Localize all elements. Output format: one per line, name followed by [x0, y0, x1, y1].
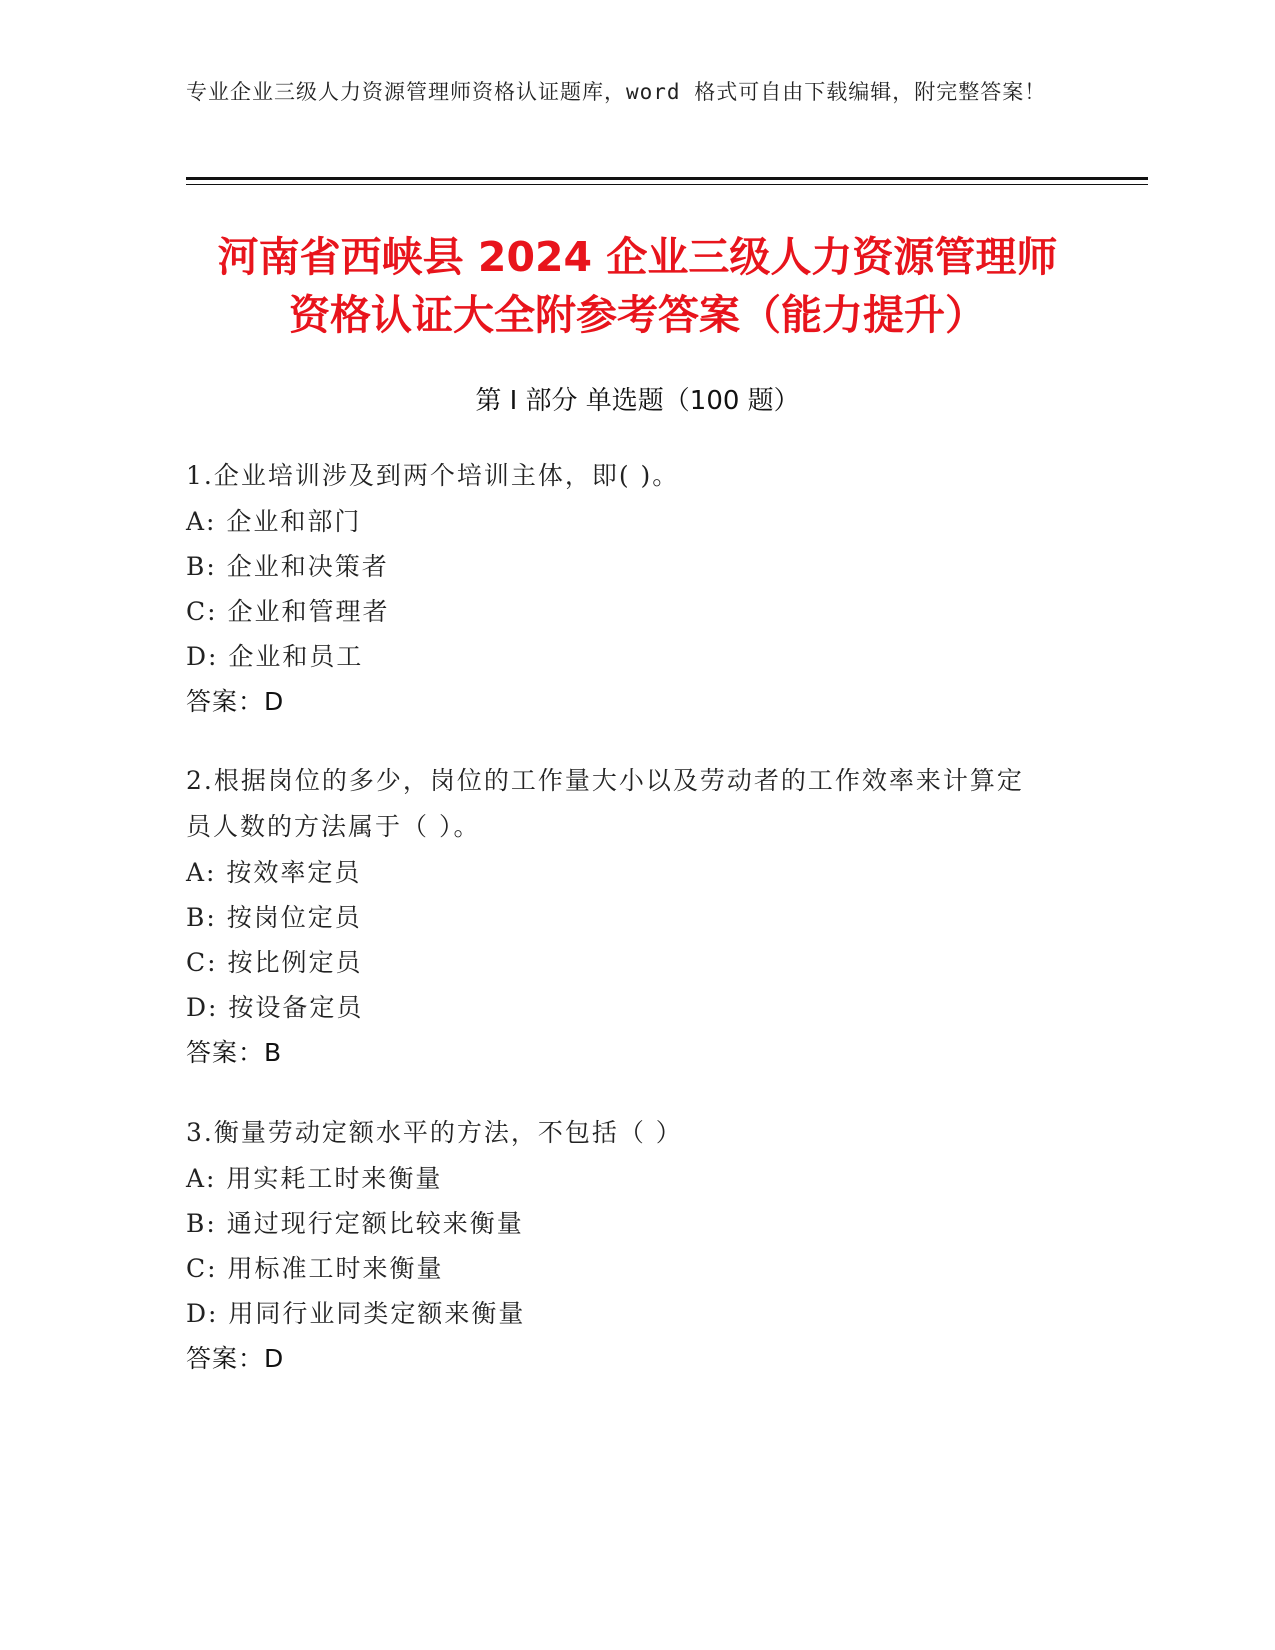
header-note: 专业企业三级人力资源管理师资格认证题库，word 格式可自由下载编辑，附完整答案！ [186, 80, 1047, 104]
question-stem: 3.衡量劳动定额水平的方法，不包括（ ） [186, 1118, 683, 1147]
option-a: A: 企业和部门 [186, 507, 362, 536]
option-c: C: 按比例定员 [186, 948, 363, 977]
question-1 [186, 453, 1086, 724]
option-d: D: 企业和员工 [186, 642, 364, 671]
option-d: D: 用同行业同类定额来衡量 [186, 1299, 526, 1328]
header-divider-thin [186, 184, 1148, 185]
answer: 答案：D [186, 687, 285, 716]
section-title: 第 I 部分 单选题（100 题） [475, 386, 800, 416]
option-b: B: 通过现行定额比较来衡量 [186, 1209, 524, 1238]
document-title-line-2: 资格认证大全附参考答案（能力提升） [289, 291, 986, 339]
header-divider-thick [186, 177, 1148, 180]
option-b: B: 企业和决策者 [186, 552, 389, 581]
option-c: C: 企业和管理者 [186, 597, 390, 626]
option-b: B: 按岗位定员 [186, 903, 362, 932]
document-title-line-1: 河南省西峡县 2024 企业三级人力资源管理师 [217, 233, 1058, 281]
option-d: D: 按设备定员 [186, 993, 364, 1022]
option-a: A: 按效率定员 [186, 858, 362, 887]
answer: 答案：D [186, 1344, 285, 1373]
question-stem: 2.根据岗位的多少，岗位的工作量大小以及劳动者的工作效率来计算定员人数的方法属于（ ）。 [186, 766, 1024, 841]
answer: 答案：B [186, 1038, 283, 1067]
option-a: A: 用实耗工时来衡量 [186, 1164, 443, 1193]
question-stem: 1.企业培训涉及到两个培训主体，即( )。 [186, 461, 680, 490]
document-title [150, 228, 1125, 344]
option-c: C: 用标准工时来衡量 [186, 1254, 444, 1283]
question-2 [186, 758, 1046, 1075]
question-3 [186, 1110, 1086, 1381]
